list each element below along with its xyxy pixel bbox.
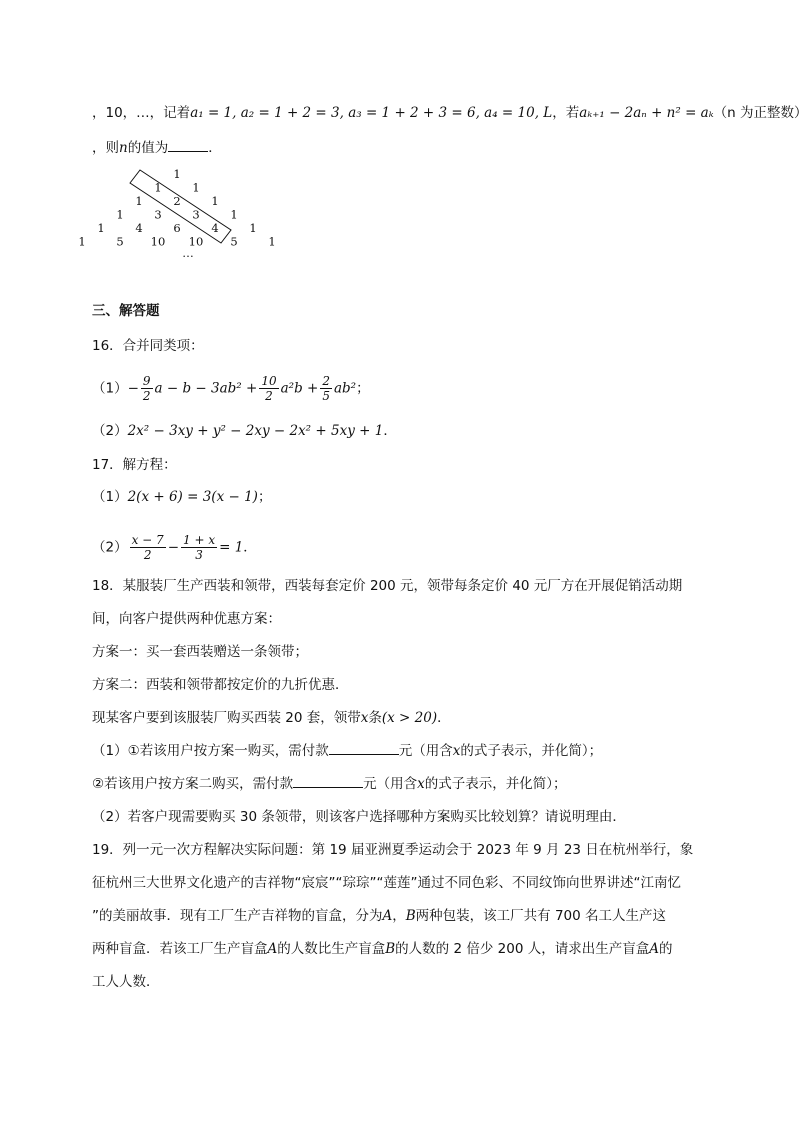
q15-sequence-formula: a₁ = 1, a₂ = 1 + 2 = 3, a₃ = 1 + 2 + 3 = 6, a₄ = 10, L [190, 105, 553, 121]
triangle-number: 1 [116, 207, 124, 222]
triangle-number: 3 [154, 207, 162, 222]
triangle-number: 1 [268, 234, 276, 249]
pascal-triangle-figure [78, 165, 285, 260]
q18-line5: 现某客户要到该服装厂购买西装 20 套，领带x条(x > 20)． [92, 710, 451, 726]
triangle-number: 1 [211, 194, 219, 208]
q19-line5: 工人人数． [92, 974, 160, 990]
q18-blank-plan1[interactable] [329, 742, 399, 755]
triangle-number: 5 [116, 234, 124, 249]
triangle-ellipsis: … [182, 246, 194, 260]
triangle-number: 10 [150, 234, 166, 249]
q18-part1a: （1）①若该用户按方案一购买，需付款 元（用含x的式子表示，并化简）； [92, 743, 603, 759]
triangle-number: 4 [211, 221, 219, 235]
q19-line1: 19．列一元一次方程解决实际问题：第 19 届亚洲夏季运动会于 2023 年 9 月 23 日在杭州举行，象 [92, 842, 694, 858]
triangle-number: 3 [192, 207, 200, 222]
triangle-number: 6 [173, 221, 181, 235]
q17-part1: （1）2(x + 6) = 3(x − 1)； [92, 489, 272, 505]
q16-part1: （1）− $\frac{9}{2}$ a − b − 3ab² + $\frac{10}{2}$ a²b + $\frac{2}{5}$ ab²； [92, 374, 370, 403]
q15-answer-blank[interactable] [168, 139, 208, 152]
triangle-number: 1 [78, 234, 86, 249]
q17-title: 17．解方程： [92, 457, 177, 473]
triangle-number: 1 [192, 180, 200, 195]
triangle-number: 1 [173, 167, 181, 181]
triangle-number: 1 [154, 180, 162, 195]
q16-frac-1: $\frac{9}{2}$ [142, 374, 151, 403]
triangle-number: 4 [135, 221, 143, 235]
q15-line1: ，10，…，记着a₁ = 1, a₂ = 1 + 2 = 3, a₃ = 1 + 2 + 3 = 6, a₄ = 10, L，若aₖ₊₁ − 2aₙ + n² = aₖ（n 为正整数） [92, 105, 808, 121]
q18-part2: （2）若客户现需要购买 30 条领带，则该客户选择哪种方案购买比较划算？请说明理由． [92, 809, 626, 825]
triangle-number: 1 [249, 221, 257, 235]
triangle-number: 1 [97, 221, 105, 235]
q18-line1: 18．某服装厂生产西装和领带，西装每套定价 200 元，领带每条定价 40 元厂方在开展促销活动期 [92, 578, 683, 594]
q15-line2: ，则n的值为 ． [92, 140, 222, 156]
q19-line2: 征杭州三大世界文化遗产的吉祥物“宸宸”“琮琮”“莲莲”通过不同色彩、不同纹饰向世界讲述“江南忆 [92, 875, 681, 891]
q18-part1b: ②若该用户按方案二购买，需付款 元（用含x的式子表示，并化简）； [92, 776, 567, 792]
q16-frac-2: $\frac{10}{2}$ [261, 374, 277, 403]
q19-line4: 两种盲盒．若该工厂生产盲盒A的人数比生产盲盒B的人数的 2 倍少 200 人，请求出生产盲盒A的 [92, 941, 673, 957]
triangle-number: 1 [230, 207, 238, 222]
triangle-number: 2 [173, 194, 181, 208]
triangle-number: 1 [135, 194, 143, 208]
q15-condition-formula: aₖ₊₁ − 2aₙ + n² = aₖ [579, 105, 714, 121]
triangle-number: 5 [230, 234, 238, 249]
q18-line2: 间，向客户提供两种优惠方案： [92, 611, 281, 627]
q16-part2: （2）2x² − 3xy + y² − 2xy − 2x² + 5xy + 1． [92, 423, 397, 439]
section-title: 三、解答题 [92, 303, 160, 319]
q19-line3: ”的美丽故事．现有工厂生产吉祥物的盲盒，分为A，B两种包装，该工厂共有 700 名工人生产这 [92, 908, 667, 924]
q17-frac-2: $\frac{1 + x}{3}$ [183, 533, 216, 562]
q17-part2: （2） $\frac{x - 7}{2}$ − $\frac{1 + x}{3}$ = 1． [92, 533, 257, 562]
q16-title: 16．合并同类项： [92, 338, 204, 354]
q18-plan1: 方案一：买一套西装赠送一条领带； [92, 644, 308, 660]
triangle-number: 10 [188, 234, 204, 249]
q16-frac-3: $\frac{2}{5}$ [322, 374, 330, 403]
q18-plan2: 方案二：西装和领带都按定价的九折优惠． [92, 677, 349, 693]
q17-frac-1: $\frac{x - 7}{2}$ [131, 533, 164, 562]
q18-blank-plan2[interactable] [293, 775, 363, 788]
